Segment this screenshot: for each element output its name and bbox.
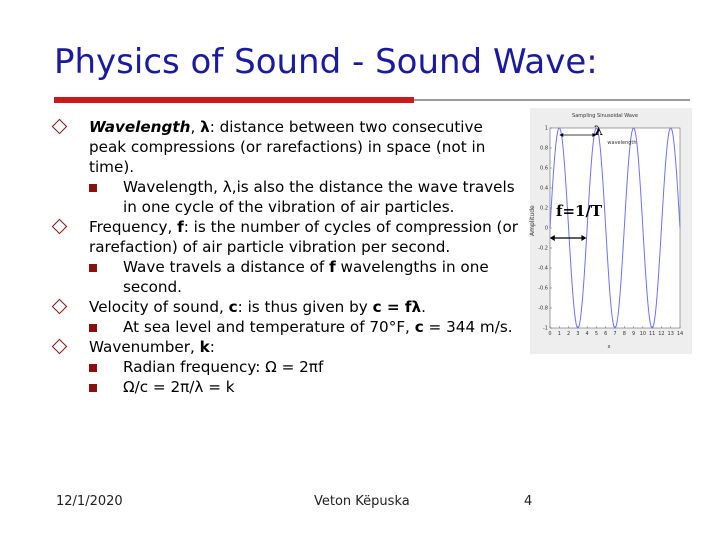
bullet-frequency: [54, 217, 524, 257]
y-tick-label: -0.2: [538, 245, 548, 252]
sub-bullet-velocity: [54, 317, 524, 337]
sub-bullet-wavenumber-eq: [54, 377, 524, 397]
bullet-text: :: [209, 338, 215, 356]
x-tick-label: 6: [604, 331, 608, 337]
page-number: 4: [524, 494, 533, 509]
y-tick-label: -1: [543, 325, 548, 332]
symbol-c: c: [414, 318, 424, 336]
sub-bullet-radian-frequency: [54, 357, 524, 377]
slide-title: Physics of Sound - Sound Wave:: [54, 42, 598, 82]
sub-bullet-frequency: [54, 257, 524, 297]
symbol-f: f: [329, 258, 336, 276]
x-tick-label: 1: [557, 331, 561, 337]
x-tick-label: 0: [548, 331, 552, 337]
figure-title: Sampling Sinusoidal Wave: [572, 113, 638, 119]
y-tick-label: 0.8: [540, 145, 548, 152]
term-wavelength: Wavelength: [89, 118, 191, 136]
y-tick-label: -0.4: [538, 265, 548, 272]
plot-area: [550, 128, 680, 328]
diamond-bullet-icon: [52, 339, 68, 355]
x-tick-label: 2: [566, 331, 571, 337]
square-bullet-icon: [89, 264, 97, 272]
sub-bullet-text: Radian frequency: Ω = 2πf: [123, 358, 324, 376]
symbol-c: c: [228, 298, 238, 316]
symbol-k: k: [199, 338, 210, 356]
title-underline-rule: [414, 99, 690, 101]
bullet-text: Wavenumber,: [89, 338, 200, 356]
x-tick-label: 4: [585, 331, 589, 337]
x-tick-label: 9: [631, 331, 636, 337]
sub-bullet-text: Wave travels a distance of: [123, 258, 330, 276]
x-tick-label: 12: [658, 331, 665, 337]
lambda-label: λ: [594, 124, 604, 139]
y-tick-label: 0.2: [540, 205, 548, 212]
equation-c-f-lambda: c = fλ: [372, 298, 422, 316]
sub-bullet-text: At sea level and temperature of 70°F,: [123, 318, 415, 336]
plot-group: [538, 126, 683, 338]
square-bullet-icon: [89, 184, 97, 192]
x-tick-label: 8: [622, 331, 626, 337]
bullet-text: Frequency,: [89, 218, 178, 236]
square-bullet-icon: [89, 384, 97, 392]
sub-bullet-text: Ω/c = 2π/λ = k: [123, 378, 235, 396]
slide-body: [54, 117, 524, 397]
x-tick-label: 7: [613, 331, 617, 337]
sine-wave-chart: [530, 108, 692, 354]
footer-author: Veton Këpuska: [314, 494, 410, 509]
x-tick-label: 14: [676, 331, 684, 337]
x-tick-label: 13: [667, 331, 674, 337]
diamond-bullet-icon: [52, 299, 68, 315]
bullet-text: : distance between two consecutive peak compressions (or rarefactions) in space (not in time).: [89, 118, 486, 176]
symbol-f: f: [177, 218, 184, 236]
y-tick-label: -0.6: [538, 285, 548, 292]
bullet-text: : is the number of cycles of compression (or rarefaction) of air particle vibration per second.: [89, 218, 518, 256]
bullet-text: : is thus given by: [237, 298, 373, 316]
wavelength-small-label: wavelength: [607, 140, 637, 146]
title-underline-accent: [54, 97, 414, 103]
diamond-bullet-icon: [52, 219, 68, 235]
y-tick-label: 1: [544, 125, 548, 132]
x-tick-label: 11: [648, 331, 656, 337]
period-label: f=1/T: [556, 202, 603, 220]
x-tick-label: 3: [576, 331, 580, 337]
x-tick-label: 10: [639, 331, 647, 337]
x-tick-label: 5: [594, 331, 599, 337]
square-bullet-icon: [89, 364, 97, 372]
y-tick-label: 0.6: [540, 165, 548, 172]
diamond-bullet-icon: [52, 119, 68, 135]
bullet-velocity: [54, 297, 524, 317]
sub-bullet-text: = 344 m/s.: [423, 318, 513, 336]
x-axis-label: x: [607, 344, 611, 350]
y-tick-label: 0: [544, 225, 548, 232]
lambda-symbol: λ: [200, 118, 210, 136]
bullet-wavenumber: [54, 337, 524, 357]
bullet-text: Velocity of sound,: [89, 298, 229, 316]
sub-bullet-text: Wavelength, λ,is also the distance the wave travels in one cycle of the vibration of air particles.: [123, 178, 515, 216]
y-tick-label: -0.8: [538, 305, 548, 312]
sine-wave-figure: [530, 108, 692, 354]
sub-bullet-text: wavelengths in one second.: [123, 258, 489, 296]
bullet-text: .: [421, 298, 426, 316]
sub-bullet-wavelength: [54, 177, 524, 217]
y-tick-label: 0.4: [540, 185, 548, 192]
bullet-wavelength: Wavelength, λ: distance between two consecutive peak compressions (or rarefactions) in space (not in time).: [54, 117, 524, 177]
square-bullet-icon: [89, 324, 97, 332]
footer-date: 12/1/2020: [56, 494, 123, 509]
y-axis-label: Amplitude: [529, 205, 536, 236]
